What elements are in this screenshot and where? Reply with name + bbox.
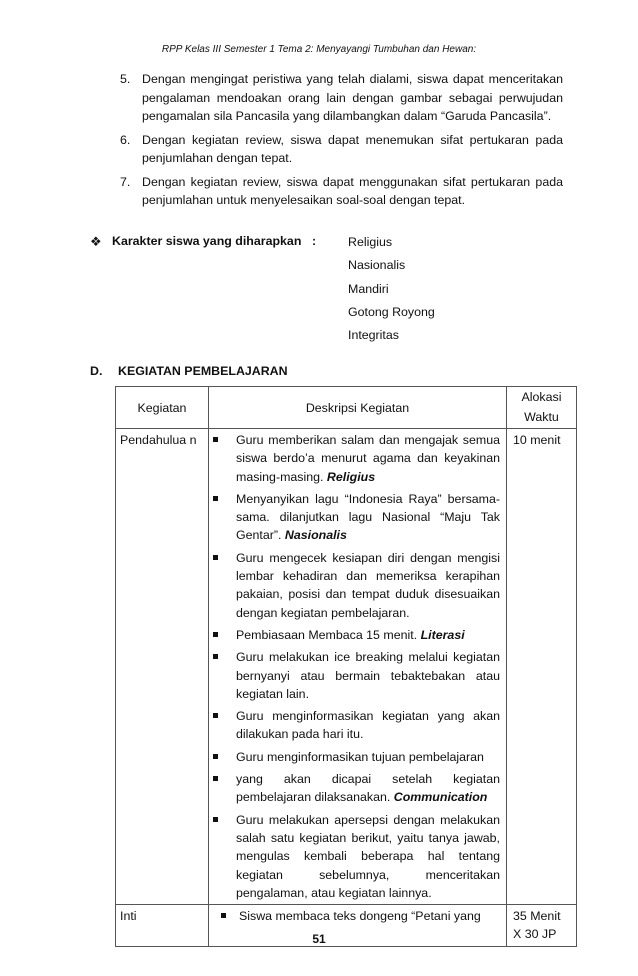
table-header-row [116,387,577,429]
row-label-inti: Inti [116,905,209,947]
square-bullet-icon [213,654,218,659]
objectives-list [120,70,563,215]
square-bullet-icon [213,713,218,718]
activity-text: Guru memberikan salam dan mengajak semua siswa berdo’a menurut agama dan keyakinan masing-masing. [236,433,500,484]
section-d-heading [90,364,288,378]
objective-number: 5. [120,72,131,86]
time-line1: 35 Menit [513,909,561,924]
objective-text: Dengan mengingat peristiwa yang telah dialami, siswa dapat menceritakan pengalaman mendoakan orang lain dengan gambar sebagai perwujudan pengamalan sila Pancasila yang dilambangkan dalam “Garuda Pancasila”. [142,72,563,123]
square-bullet-icon [213,496,218,501]
activity-tag: Communication [393,790,488,805]
header-alokasi-line2: Waktu [524,410,559,424]
activity-table [115,386,577,947]
activity-text: Guru melakukan apersepsi dengan melakukan salah satu kegiatan berikut, yaitu tanya jawab, mengulas kembali beberapa hal tentang kegiatan sebelumnya, menceritakan pengalaman, atau kegiatan lainnya. [236,812,500,900]
karakter-value: Gotong Royong [348,304,435,319]
section-title: KEGIATAN PEMBELAJARAN [118,364,288,378]
diamond-bullet-icon: ❖ [90,234,102,249]
activity-item [213,811,500,902]
activity-text: Siswa membaca teks dongeng “Petani yang [239,909,481,924]
row-description [209,429,507,905]
activity-text: Guru menginformasikan kegiatan yang akan dilakukan pada hari itu. [236,709,500,742]
activity-text: Menyanyikan lagu “Indonesia Raya” bersama-sama. dilanjutkan lagu Nasional “Maju Tak Gentar”. [236,491,500,543]
objective-text: Dengan kegiatan review, siswa dapat menemukan sifat pertukaran pada penjumlahan dengan tepat. [142,132,563,165]
square-bullet-icon [213,437,218,442]
activity-bullet-list [213,431,500,902]
square-bullet-icon [221,913,226,918]
activity-text: yang akan dicapai setelah kegiatan pembelajaran dilaksanakan. [236,772,500,805]
activity-item [213,707,500,744]
square-bullet-icon [213,776,218,781]
row-time-pendahuluan: 10 menit [507,429,577,905]
activity-item [213,770,500,807]
header-kegiatan: Kegiatan [116,387,209,429]
row-label-pendahuluan: Pendahulua n [116,429,209,905]
objective-item [120,131,563,168]
activity-item [213,907,500,925]
section-letter: D. [90,364,103,378]
square-bullet-icon [213,817,218,822]
square-bullet-icon [213,555,218,560]
square-bullet-icon [213,754,218,759]
time-line2: X 30 JP [513,927,557,942]
activity-item [213,626,500,644]
objective-number: 6. [120,132,131,147]
karakter-label: Karakter siswa yang diharapkan [112,234,302,248]
objective-text: Dengan kegiatan review, siswa dapat menggunakan sifat pertukaran pada penjumlahan untuk menyelesaikan soal-soal dengan tepat. [142,174,563,207]
activity-text: Guru menginformasikan tujuan pembelajaran [236,749,484,764]
activity-item [213,748,500,766]
activity-tag: Nasionalis [284,528,347,543]
header-alokasi-line1: Alokasi [521,390,562,404]
karakter-value: Integritas [348,328,399,343]
objective-item [120,70,563,126]
running-header: RPP Kelas III Semester 1 Tema 2: Menyayangi Tumbuhan dan Hewan: [161,44,477,55]
activity-item [213,490,500,545]
header-deskripsi: Deskripsi Kegiatan [209,387,507,429]
karakter-value: Religius [348,235,393,249]
karakter-values [348,231,435,347]
activity-item [213,431,500,486]
karakter-value: Mandiri [348,281,389,296]
page-number: 51 [312,932,326,946]
activity-bullet-list [213,907,500,925]
activity-text: Guru melakukan ice breaking melalui kegiatan bernyanyi atau bermain tebaktebakan atau kegiatan lain. [236,650,500,701]
table-row-pendahuluan [116,429,577,905]
objective-number: 7. [120,174,131,189]
square-bullet-icon [213,632,218,637]
activity-text: Guru mengecek kesiapan diri dengan mengisi lembar kehadiran dan memeriksa kerapihan pakaian, posisi dan tempat duduk disesuaikan dengan kegiatan pembelajaran. [236,550,500,620]
activity-item [213,648,500,703]
karakter-value: Nasionalis [348,258,406,273]
activity-text: Pembiasaan Membaca 15 menit. [236,627,421,642]
activity-tag: Religius [326,469,376,484]
objective-item [120,173,563,210]
karakter-colon: : [312,234,317,248]
activity-tag: Literasi [420,627,465,642]
activity-item [213,549,500,622]
header-alokasi [507,387,577,429]
